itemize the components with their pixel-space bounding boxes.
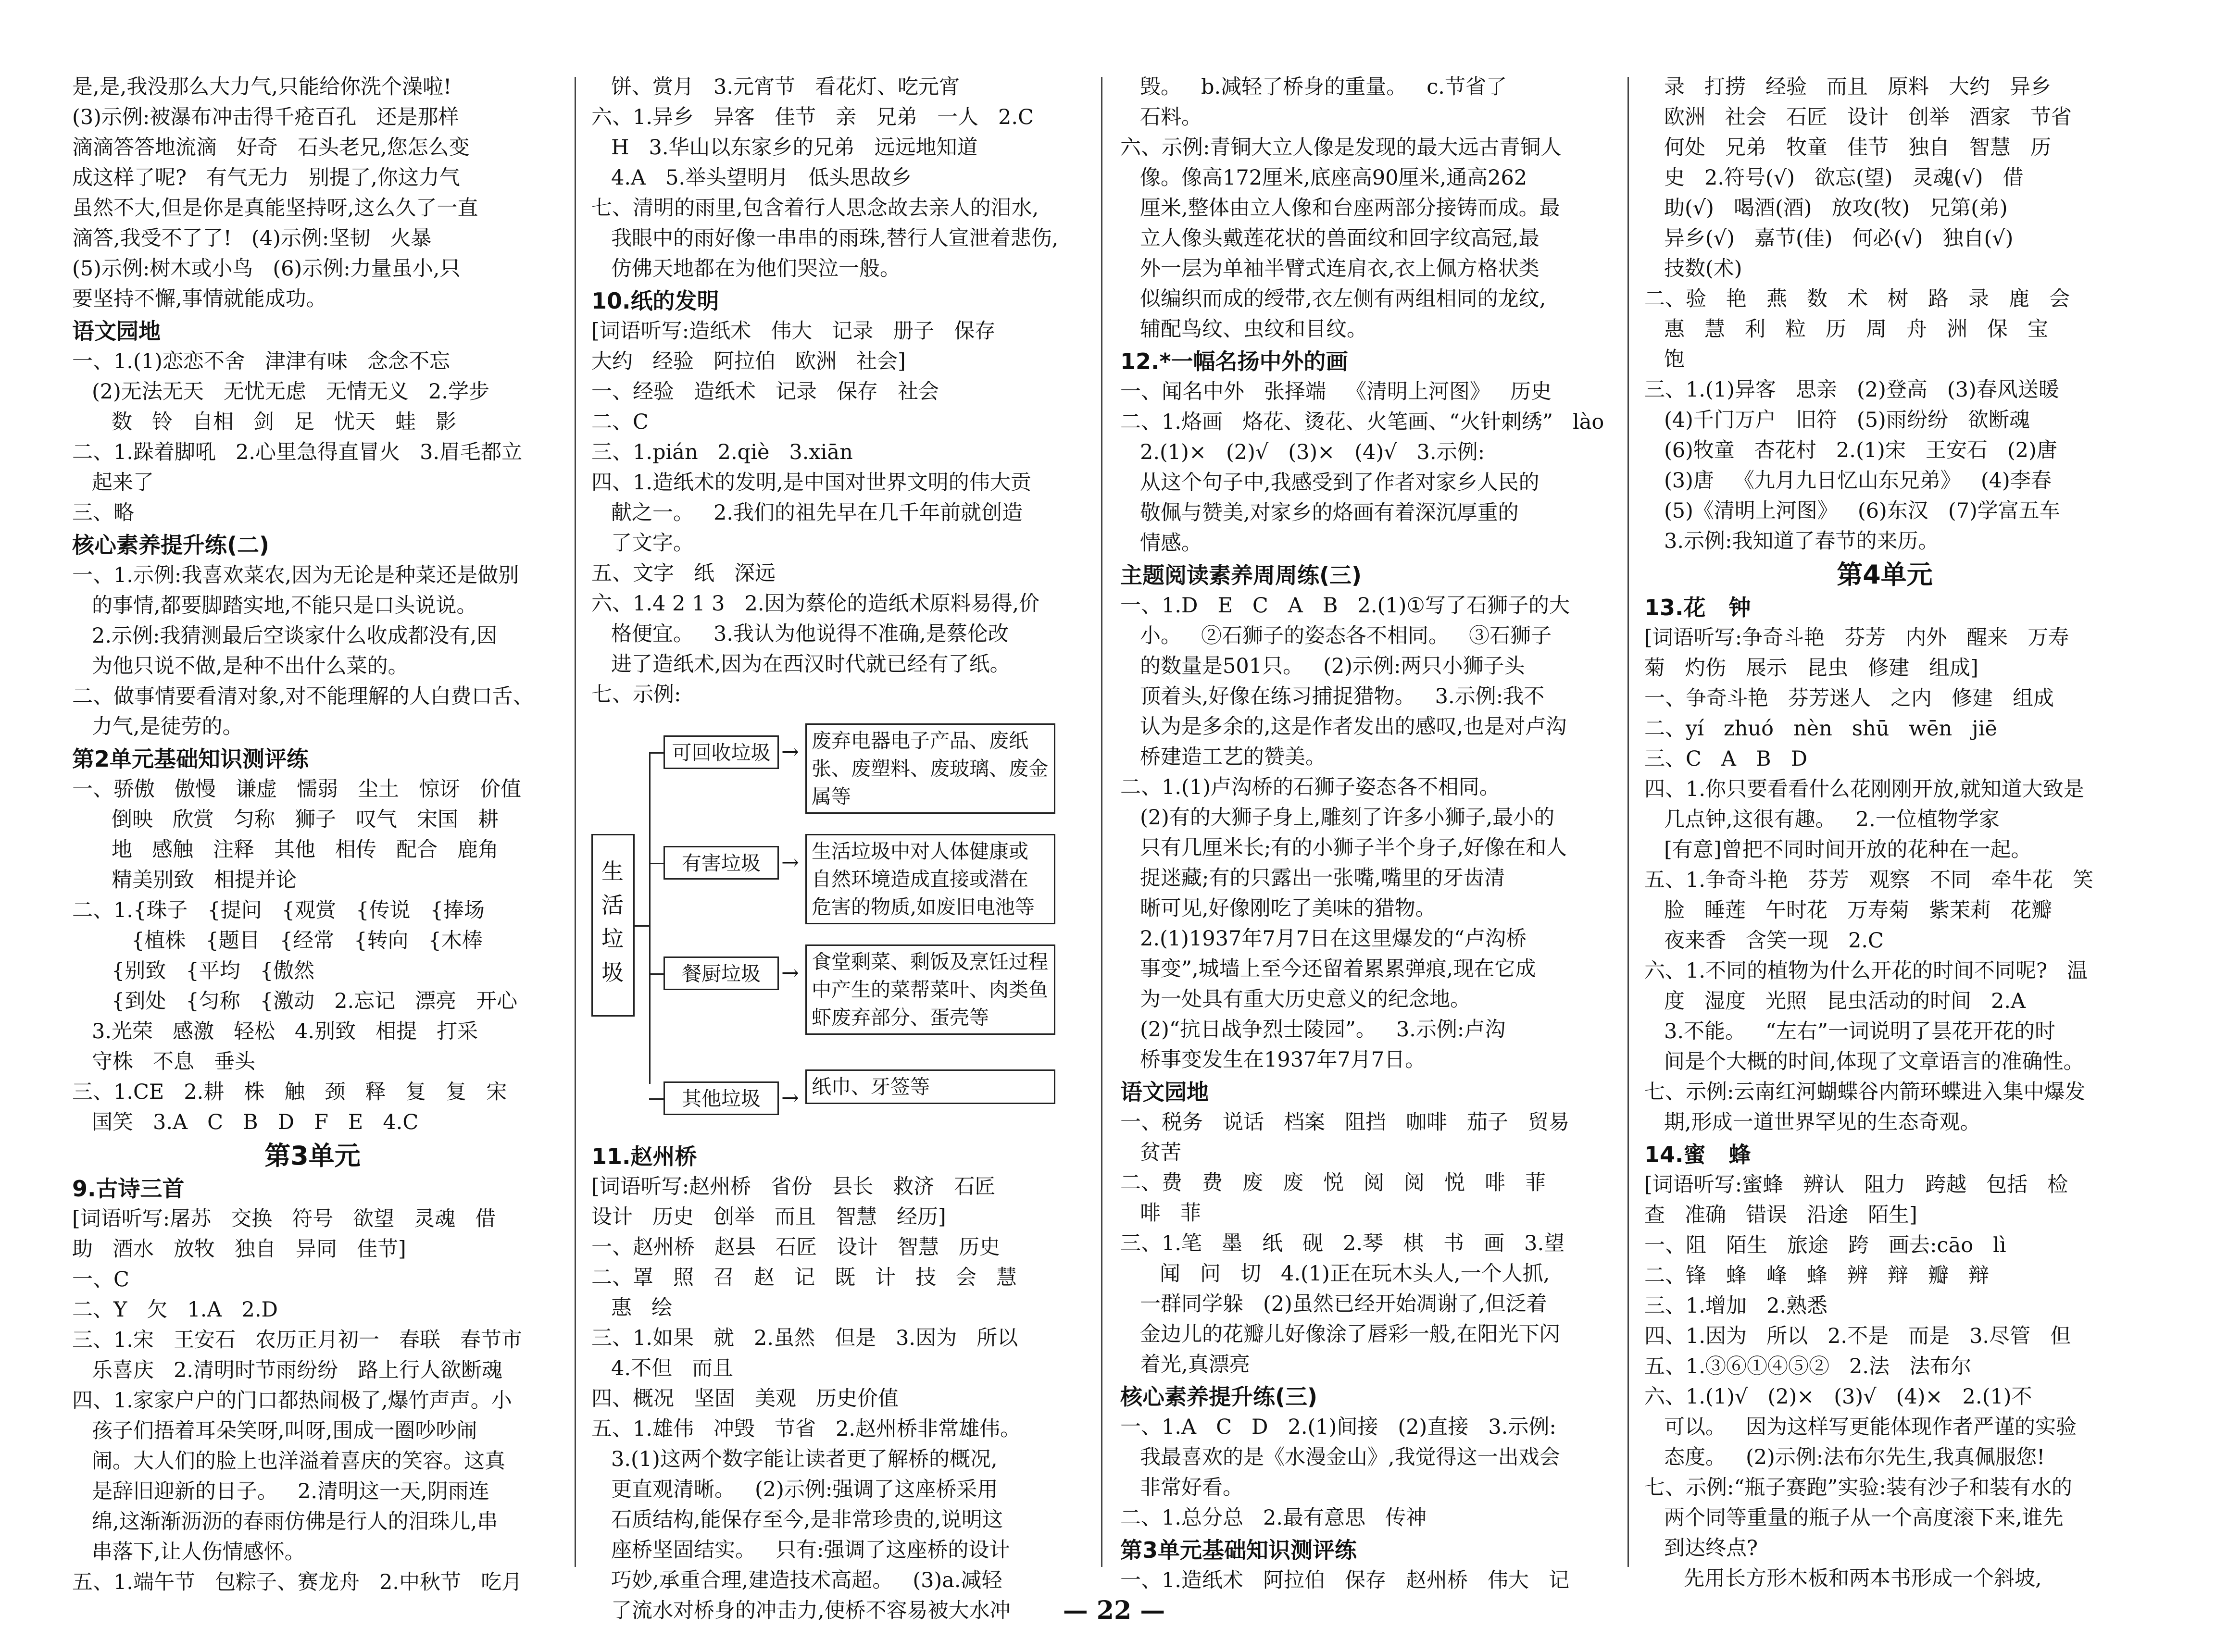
- answer-line: 2.(1)× (2)√ (3)× (4)√ 3.示例:: [1120, 440, 1485, 464]
- answer-line: 贫苦: [1120, 1141, 1182, 1165]
- answer-line: 从这个句子中,我感受到了作者对家乡人民的: [1120, 471, 1540, 495]
- diagram-root-box: [591, 834, 635, 1017]
- answer-line: 绵,这渐渐沥沥的春雨仿佛是行人的泪珠儿,串: [72, 1510, 498, 1534]
- answer-line: 座桥坚固结实。 只有:强调了这座桥的设计: [591, 1538, 1010, 1562]
- answer-line: 三、1.如果 就 2.虽然 但是 3.因为 所以: [591, 1326, 1018, 1350]
- answer-line: 像。像高172厘米,底座高90厘米,通高262: [1120, 166, 1527, 190]
- diagram-description-line: 生活垃圾中对人体健康或: [812, 840, 1028, 863]
- answer-line: 六、示例:青铜大立人像是发现的最大远古青铜人: [1120, 136, 1562, 160]
- answer-line: 一、1.示例:我喜欢菜农,因为无论是种菜还是做别: [72, 563, 519, 587]
- section-heading: 第3单元基础知识测评练: [1120, 1537, 1357, 1563]
- answer-line: [词语听写:争奇斗艳 芬芳 内外 醒来 万寿: [1644, 626, 2069, 650]
- answer-line: 五、1.③⑥①④⑤② 2.法 法布尔: [1644, 1354, 1972, 1379]
- answer-line: 一、阻 陌生 旅途 跨 画去:cāo lì: [1644, 1233, 2006, 1257]
- section-heading: 语文园地: [1120, 1079, 1209, 1105]
- diagram-description-line: 中产生的菜帮菜叶、肉类鱼: [812, 978, 1048, 1001]
- answer-line: 要坚持不懈,事情就能成功。: [72, 287, 327, 311]
- answer-line: 成这样了呢? 有气无力 别提了,你这力气: [72, 166, 460, 190]
- diagram-branch-label: [663, 1081, 779, 1115]
- answer-line: 我眼中的雨好像一串串的雨珠,替行人宣泄着悲伤,: [591, 226, 1059, 250]
- answer-line: 石质结构,能保存至今,是非常珍贵的,说明这: [591, 1508, 1003, 1532]
- answer-line: 啡 菲: [1120, 1201, 1202, 1225]
- answer-line: 两个同等重量的瓶子从一个高度滚下来,谁先: [1644, 1506, 2064, 1530]
- column-3: [1120, 72, 1604, 1596]
- answer-line: 厘米,整体由立人像和台座两部分接铸而成。最: [1120, 196, 1560, 220]
- answer-line: 认为是多余的,这是作者发出的感叹,也是对卢沟: [1120, 715, 1567, 739]
- answer-line: 闻 问 切 4.(1)正在玩木头人,一个人抓,: [1120, 1262, 1550, 1286]
- diagram-branch-line: [649, 863, 663, 864]
- answer-line: 孩子们捂着耳朵笑呀,叫呀,围成一圈吵吵闹: [72, 1419, 477, 1443]
- arrow-right-icon: →: [781, 1086, 799, 1110]
- answer-line: 晰可见,好像刚吃了美味的猎物。: [1120, 896, 1436, 920]
- answer-line: H 3.华山以东家乡的兄弟 远远地知道: [591, 136, 978, 160]
- answer-line: 六、1.异乡 异客 佳节 亲 兄弟 一人 2.C: [591, 105, 1034, 129]
- answer-line: 献之一。 2.我们的祖先早在几千年前就创造: [591, 501, 1023, 525]
- answer-line: 欧洲 社会 石匠 设计 创举 酒家 节省: [1644, 105, 2072, 129]
- answer-line: 一、1.造纸术 阿拉伯 保存 赵州桥 伟大 记: [1120, 1568, 1570, 1592]
- diagram-branch-description: [805, 723, 1055, 814]
- diagram-description-line: 纸巾、牙签等: [812, 1075, 930, 1098]
- answer-line: 一、1.A C D 2.(1)间接 (2)直接 3.示例:: [1120, 1415, 1556, 1439]
- answer-line: 外一层为单袖半臂式连肩衣,衣上佩方格状类: [1120, 257, 1540, 281]
- answer-line: [词语听写:屠苏 交换 符号 欲望 灵魂 借: [72, 1207, 496, 1231]
- answer-line: 四、1.因为 所以 2.不是 而是 3.尽管 但: [1644, 1324, 2071, 1348]
- answer-line: 录 打捞 经验 而且 原料 大约 异乡: [1644, 75, 2052, 99]
- answer-line: 起来了: [72, 471, 154, 495]
- answer-line: 七、示例:: [591, 683, 681, 707]
- answer-line: 是,是,我没那么大力气,只能给你洗个澡啦!: [72, 75, 452, 99]
- diagram-branch-label-text: 有害垃圾: [682, 852, 761, 875]
- answer-line: 非常好看。: [1120, 1476, 1244, 1500]
- section-heading: 10.纸的发明: [591, 288, 719, 314]
- column-2-bottom: [591, 1142, 1072, 1626]
- section-heading: 核心素养提升练(三): [1120, 1384, 1318, 1410]
- answer-line: 桥事变发生在1937年7月7日。: [1120, 1048, 1426, 1072]
- answer-line: 顶着头,好像在练习捕捉猎物。 3.示例:我不: [1120, 684, 1545, 708]
- answer-line: [词语听写:赵州桥 省份 县长 救济 石匠: [591, 1175, 996, 1199]
- answer-line: (2)无法无天 无忧无虑 无情无义 2.学步: [72, 380, 489, 404]
- answer-line: 三、C A B D: [1644, 747, 1808, 771]
- section-heading: 12.*一幅名扬中外的画: [1120, 348, 1348, 374]
- answer-line: 4.A 5.举头望明月 低头思故乡: [591, 166, 912, 190]
- diagram-branch-description: [805, 834, 1055, 924]
- answer-line: 三、1.笔 墨 纸 砚 2.琴 棋 书 画 3.望: [1120, 1231, 1565, 1255]
- diagram-branch-line: [649, 973, 663, 975]
- diagram-branch-line: [649, 1098, 663, 1100]
- answer-line: 滴答,我受不了了! (4)示例:坚韧 火暴: [72, 226, 432, 250]
- answer-line: 二、C: [591, 410, 649, 434]
- answer-line: 五、1.端午节 包粽子、赛龙舟 2.中秋节 吃月: [72, 1570, 523, 1594]
- answer-line: 进了造纸术,因为在西汉时代就已经有了纸。: [591, 652, 1011, 676]
- answer-line: 二、1.总分总 2.最有意思 传神: [1120, 1506, 1427, 1530]
- answer-line: 数 铃 自相 剑 足 忧天 蛙 影: [72, 410, 457, 434]
- diagram-branch-label: [663, 735, 779, 769]
- answer-line: 五、1.争奇斗艳 芬芳 观察 不同 牵牛花 笑: [1644, 868, 2094, 892]
- answer-line: (5)示例:树木或小鸟 (6)示例:力量虽小,只: [72, 257, 461, 281]
- answer-line: 立人像头戴莲花状的兽面纹和回字纹高冠,最: [1120, 226, 1540, 250]
- diagram-description-line: 废弃电器电子产品、废纸: [812, 729, 1028, 752]
- answer-line: 二、锋 蜂 峰 蜂 辨 辩 瓣 辩: [1644, 1264, 1990, 1288]
- answer-line: 情感。: [1120, 531, 1202, 555]
- answer-line: 助(√) 喝酒(酒) 放攻(牧) 兄第(弟): [1644, 196, 2008, 220]
- answer-line: 桥建造工艺的赞美。: [1120, 745, 1327, 769]
- answer-line: 我最喜欢的是《水漫金山》,我觉得这一出戏会: [1120, 1445, 1560, 1469]
- answer-line: 期,形成一道世界罕见的生态奇观。: [1644, 1110, 1981, 1134]
- section-heading: 核心素养提升练(二): [72, 532, 270, 558]
- section-heading: 11.赵州桥: [591, 1143, 697, 1169]
- answer-line: 菊 灼伤 展示 昆虫 修建 组成]: [1644, 656, 1978, 680]
- answer-line: 三、1.CE 2.耕 株 触 颈 释 复 复 宋: [72, 1080, 507, 1104]
- answer-line: 虽然不大,但是你是真能坚持呀,这么久了一直: [72, 196, 478, 220]
- answer-line: 国笑 3.A C B D F E 4.C: [72, 1110, 419, 1134]
- diagram-branch-label: [663, 846, 779, 880]
- answer-line: 五、1.雄伟 冲毁 节省 2.赵州桥非常雄伟。: [591, 1417, 1021, 1441]
- answer-line: 几点钟,这很有趣。 2.一位植物学家: [1644, 807, 2000, 832]
- diagram-branch-label-text: 其他垃圾: [682, 1087, 761, 1110]
- answer-line: 一、赵州桥 赵县 石匠 设计 智慧 历史: [591, 1235, 1001, 1259]
- answer-line: 二、Y 欠 1.A 2.D: [72, 1298, 278, 1322]
- answer-line: 地 感触 注释 其他 相传 配合 鹿角: [72, 838, 499, 862]
- answer-line: 一、经验 造纸术 记录 保存 社会: [591, 380, 939, 404]
- answer-line: 何处 兄弟 牧童 佳节 独自 智慧 历: [1644, 136, 2052, 160]
- answer-line: {到处 {匀称 {激动 2.忘记 漂亮 开心: [72, 989, 518, 1013]
- answer-line: 事变”,城墙上至今还留着累累弹痕,现在它成: [1120, 957, 1536, 981]
- answer-line: 滴滴答答地流滴 好奇 石头老兄,您怎么变: [72, 136, 470, 160]
- answer-line: 四、1.家家户户的门口都热闹极了,爆竹声声。小: [72, 1389, 512, 1413]
- answer-line: 着光,真漂亮: [1120, 1353, 1250, 1377]
- answer-line: 可以。 因为这样写更能体现作者严谨的实验: [1644, 1415, 2077, 1439]
- diagram-branch-description: [805, 1069, 1055, 1104]
- answer-line: 2.示例:我猜测最后空谈家什么收成都没有,因: [72, 624, 498, 648]
- answer-line: 为他只说不做,是种不出什么菜的。: [72, 654, 409, 678]
- diagram-description-line: 危害的物质,如废旧电池等: [812, 895, 1035, 919]
- answer-line: 捉迷藏;有的只露出一张嘴,嘴里的牙齿清: [1120, 866, 1505, 890]
- answer-line: 七、示例:云南红河蝴蝶谷内箭环蝶进入集中爆发: [1644, 1080, 2086, 1104]
- answer-line: 仿佛天地都在为他们哭泣一般。: [591, 257, 901, 281]
- answer-line: 夜来香 含笑一现 2.C: [1644, 929, 1884, 953]
- answer-line: (2)“抗日战争烈士陵园”。 3.示例:卢沟: [1120, 1018, 1506, 1042]
- column-divider: [1101, 77, 1102, 1567]
- column-2-top: [591, 72, 1072, 710]
- answer-line: (6)牧童 杏花村 2.(1)宋 王安石 (2)唐: [1644, 438, 2057, 462]
- answer-line: 先用长方形木板和两本书形成一个斜坡,: [1644, 1566, 2042, 1590]
- answer-line: 三、1.增加 2.熟悉: [1644, 1294, 1828, 1318]
- section-heading: 13.花 钟: [1644, 595, 1751, 621]
- answer-line: [有意]曾把不同时间开放的花种在一起。: [1644, 838, 2032, 862]
- section-heading: 第2单元基础知识测评练: [72, 746, 309, 772]
- answer-line: {别致 {平均 {傲然: [72, 959, 315, 983]
- answer-line: 到达终点?: [1644, 1536, 1758, 1560]
- answer-line: 四、1.造纸术的发明,是中国对世界文明的伟大贡: [591, 471, 1031, 495]
- section-heading: 语文园地: [72, 318, 161, 344]
- answer-line: 三、1.宋 王安石 农历正月初一 春联 春节市: [72, 1328, 523, 1352]
- answer-line: 辅配鸟纹、虫纹和目纹。: [1120, 317, 1368, 341]
- answer-line: 异乡(√) 嘉节(佳) 何必(√) 独自(√): [1644, 226, 2014, 250]
- diagram-branch-label: [663, 956, 779, 990]
- answer-line: (2)有的大狮子身上,雕刻了许多小狮子,最小的: [1120, 806, 1555, 830]
- answer-line: 度 湿度 光照 昆虫活动的时间 2.A: [1644, 989, 2026, 1013]
- answer-line: 二、费 费 废 废 悦 阅 阅 悦 啡 菲: [1120, 1171, 1546, 1195]
- unit-title: 第4单元: [1837, 559, 1933, 590]
- answer-line: 的数量是501只。 (2)示例:两只小狮子头: [1120, 654, 1525, 678]
- answer-line: (4)千门万户 旧符 (5)雨纷纷 欲断魂: [1644, 408, 2030, 432]
- answer-line: 更直观清晰。 (2)示例:强调了这座桥采用: [591, 1478, 998, 1502]
- answer-line: 二、做事情要看清对象,对不能理解的人白费口舌、: [72, 684, 534, 708]
- answer-line: 三、1.pián 2.qiè 3.xiān: [591, 440, 853, 464]
- diagram-root-label: 生活垃圾: [601, 858, 624, 985]
- answer-line: 串落下,让人伤情感怀。: [72, 1540, 305, 1564]
- arrow-right-icon: →: [781, 850, 799, 875]
- answer-line: 饱: [1644, 348, 1685, 372]
- answer-line: {植株 {题目 {经常 {转向 {木棒: [72, 929, 483, 953]
- diagram-branch-label-text: 餐厨垃圾: [682, 962, 761, 985]
- answer-line: 四、概况 坚固 美观 历史价值: [591, 1387, 899, 1411]
- answer-line: 精美别致 相提并论: [72, 868, 297, 892]
- answer-line: 技数(术): [1644, 257, 1742, 281]
- column-1: [72, 72, 553, 1598]
- answer-line: (5)《清明上河图》 (6)东汉 (7)学富五车: [1644, 499, 2060, 523]
- unit-title: 第3单元: [264, 1141, 361, 1171]
- answer-line: 格便宜。 3.我认为他说得不准确,是蔡伦改: [591, 622, 1009, 646]
- answer-line: 史 2.符号(√) 欲忘(望) 灵魂(√) 借: [1644, 166, 2024, 190]
- column-4: [1644, 72, 2125, 1594]
- diagram-branch-label-text: 可回收垃圾: [672, 741, 771, 764]
- answer-line: 四、1.你只要看看什么花刚刚开放,就知道大致是: [1644, 777, 2084, 801]
- answer-line: 惠 绘: [591, 1296, 673, 1320]
- answer-line: 3.不能。 “左右”一词说明了昙花开花的时: [1644, 1019, 2056, 1043]
- answer-line: 二、1.跺着脚吼 2.心里急得直冒火 3.眉毛都立: [72, 440, 523, 464]
- section-heading: 14.蜜 蜂: [1644, 1142, 1751, 1168]
- section-heading: 主题阅读素养周周练(三): [1120, 562, 1362, 588]
- answer-line: 了流水对桥身的冲击力,使桥不容易被大水冲: [591, 1599, 1011, 1623]
- diagram-trunk-line: [649, 752, 651, 1084]
- answer-line: 为一处具有重大历史意义的纪念地。: [1120, 987, 1471, 1011]
- answer-line: 石料。: [1120, 105, 1202, 129]
- answer-line: 六、1.(1)√ (2)× (3)√ (4)× 2.(1)不: [1644, 1385, 2032, 1409]
- answer-line: [词语听写:蜜蜂 辨认 阻力 跨越 包括 检: [1644, 1173, 2068, 1197]
- answer-line: 一、争奇斗艳 芬芳迷人 之内 修建 组成: [1644, 686, 2054, 710]
- answer-line: 脸 睡莲 午时花 万寿菊 紫茉莉 花瓣: [1644, 898, 2053, 922]
- answer-line: 毁。 b.减轻了桥身的重量。 c.节省了: [1120, 75, 1507, 99]
- page-number: — 22 —: [1063, 1596, 1165, 1625]
- answer-line: 金边儿的花瓣儿好像涂了唇彩一般,在阳光下闪: [1120, 1322, 1560, 1346]
- arrow-right-icon: →: [781, 961, 799, 985]
- answer-line: 小。 ②石狮子的姿态各不相同。 ③石狮子: [1120, 624, 1552, 648]
- answer-line: 巧妙,承重合理,建造技术高超。 (3)a.减轻: [591, 1568, 1002, 1592]
- answer-line: 一、骄傲 傲慢 谦虚 懦弱 尘土 惊讶 价值: [72, 777, 522, 801]
- answer-line: 七、清明的雨里,包含着行人思念故去亲人的泪水,: [591, 196, 1039, 220]
- answer-line: 二、验 艳 燕 数 术 树 路 录 鹿 会: [1644, 287, 2070, 311]
- answer-line: 力气,是徒劳的。: [72, 715, 243, 739]
- answer-line: [词语听写:造纸术 伟大 记录 册子 保存: [591, 319, 996, 343]
- answer-line: 六、1.4 2 1 3 2.因为蔡伦的造纸术原料易得,价: [591, 592, 1040, 616]
- answer-line: 二、1.烙画 烙花、烫花、火笔画、“火针刺绣” lào: [1120, 410, 1604, 434]
- answer-line: 惠 慧 利 粒 历 周 舟 洲 保 宝: [1644, 317, 2049, 341]
- answer-line: 三、略: [72, 501, 134, 525]
- answer-line: 设计 历史 创举 而且 智慧 经历]: [591, 1205, 946, 1229]
- answer-line: 3.光荣 感激 轻松 4.别致 相提 打采: [72, 1019, 478, 1043]
- diagram-description-line: 自然环境造成直接或潜在: [812, 868, 1028, 891]
- answer-line: 一群同学躲 (2)虽然已经开始凋谢了,但泛着: [1120, 1292, 1547, 1316]
- answer-line: 似编织而成的绶带,衣左侧有两组相同的龙纹,: [1120, 287, 1546, 311]
- diagram-branch-line: [649, 752, 663, 754]
- diagram-description-line: 食堂剩菜、剩饭及烹饪过程: [812, 950, 1048, 973]
- answer-line: 查 准确 错误 沿途 陌生]: [1644, 1203, 1917, 1227]
- answer-line: 一、1.D E C A B 2.(1)①写了石狮子的大: [1120, 594, 1570, 618]
- answer-line: 一、闻名中外 张择端 《清明上河图》 历史: [1120, 380, 1552, 404]
- answer-line: 闹。大人们的脸上也洋溢着喜庆的笑容。这真: [72, 1449, 506, 1473]
- answer-line: 守株 不息 垂头: [72, 1050, 256, 1074]
- answer-line: 的事情,都要脚踏实地,不能只是口头说说。: [72, 594, 477, 618]
- answer-line: 二、1.(1)卢沟桥的石狮子姿态各不相同。: [1120, 775, 1500, 799]
- column-divider: [575, 77, 576, 1567]
- answer-line: 二、yí zhuó nèn shū wēn jiē: [1644, 717, 1997, 741]
- answer-line: 大约 经验 阿拉伯 欧洲 社会]: [591, 349, 906, 373]
- answer-line: 助 酒水 放牧 独自 异同 佳节]: [72, 1237, 406, 1261]
- answer-line: 间是个大概的时间,体现了文章语言的准确性。: [1644, 1050, 2084, 1074]
- answer-line: 五、文字 纸 深远: [591, 561, 776, 585]
- answer-line: 一、C: [72, 1267, 129, 1292]
- answer-line: 是辞旧迎新的日子。 2.清明这一天,阴雨连: [72, 1479, 489, 1503]
- column-divider: [1627, 77, 1629, 1567]
- answer-line: 了文字。: [591, 531, 694, 555]
- answer-line: 3.(1)这两个数字能让读者更了解桥的概况,: [591, 1447, 998, 1471]
- column-2: [591, 72, 1072, 1626]
- answer-line: 4.不但 而且: [591, 1356, 734, 1380]
- answer-line: 二、罩 照 召 赵 记 既 计 技 会 慧: [591, 1266, 1017, 1290]
- section-heading: 9.古诗三首: [72, 1176, 185, 1202]
- answer-line: 3.示例:我知道了春节的来历。: [1644, 529, 1939, 553]
- answer-line: (3)唐 《九月九日忆山东兄弟》 (4)李春: [1644, 469, 2052, 493]
- answer-line: 2.(1)1937年7月7日在这里爆发的“卢沟桥: [1120, 927, 1527, 951]
- diagram-description-line: 虾废弃部分、蛋壳等: [812, 1006, 989, 1029]
- diagram-connector: [635, 925, 649, 927]
- answer-line: 一、税务 说话 档案 阻挡 咖啡 茄子 贸易: [1120, 1110, 1570, 1134]
- garbage-classification-diagram: [591, 714, 1072, 1137]
- answer-line: 态度。 (2)示例:法布尔先生,我真佩服您!: [1644, 1445, 2045, 1469]
- answer-line: 二、1.{珠子 {提问 {观赏 {传说 {捧场: [72, 898, 485, 922]
- answer-line: 六、1.不同的植物为什么开花的时间不同呢? 温: [1644, 959, 2088, 983]
- answer-line: 倒映 欣赏 匀称 狮子 叹气 宋国 耕: [72, 807, 499, 832]
- answer-line: 敬佩与赞美,对家乡的烙画有着深沉厚重的: [1120, 501, 1519, 525]
- answer-line: 只有几厘米长;有的小狮子半个身子,好像在和人: [1120, 836, 1567, 860]
- diagram-branch-description: [805, 944, 1055, 1035]
- diagram-description-line: 张、废塑料、废玻璃、废金: [812, 757, 1048, 780]
- answer-line: 乐喜庆 2.清明时节雨纷纷 路上行人欲断魂: [72, 1358, 503, 1382]
- answer-line: 饼、赏月 3.元宵节 看花灯、吃元宵: [591, 75, 960, 99]
- answer-line: (3)示例:被瀑布冲击得千疮百孔 还是那样: [72, 105, 459, 129]
- answer-line: 三、1.(1)异客 思亲 (2)登高 (3)春风送暖: [1644, 378, 2059, 402]
- answer-line: 一、1.(1)恋恋不舍 津津有味 念念不忘: [72, 349, 450, 373]
- diagram-description-line: 属等: [812, 785, 851, 808]
- answer-line: 七、示例:“瓶子赛跑”实验:装有沙子和装有水的: [1644, 1476, 2072, 1500]
- arrow-right-icon: →: [781, 740, 799, 764]
